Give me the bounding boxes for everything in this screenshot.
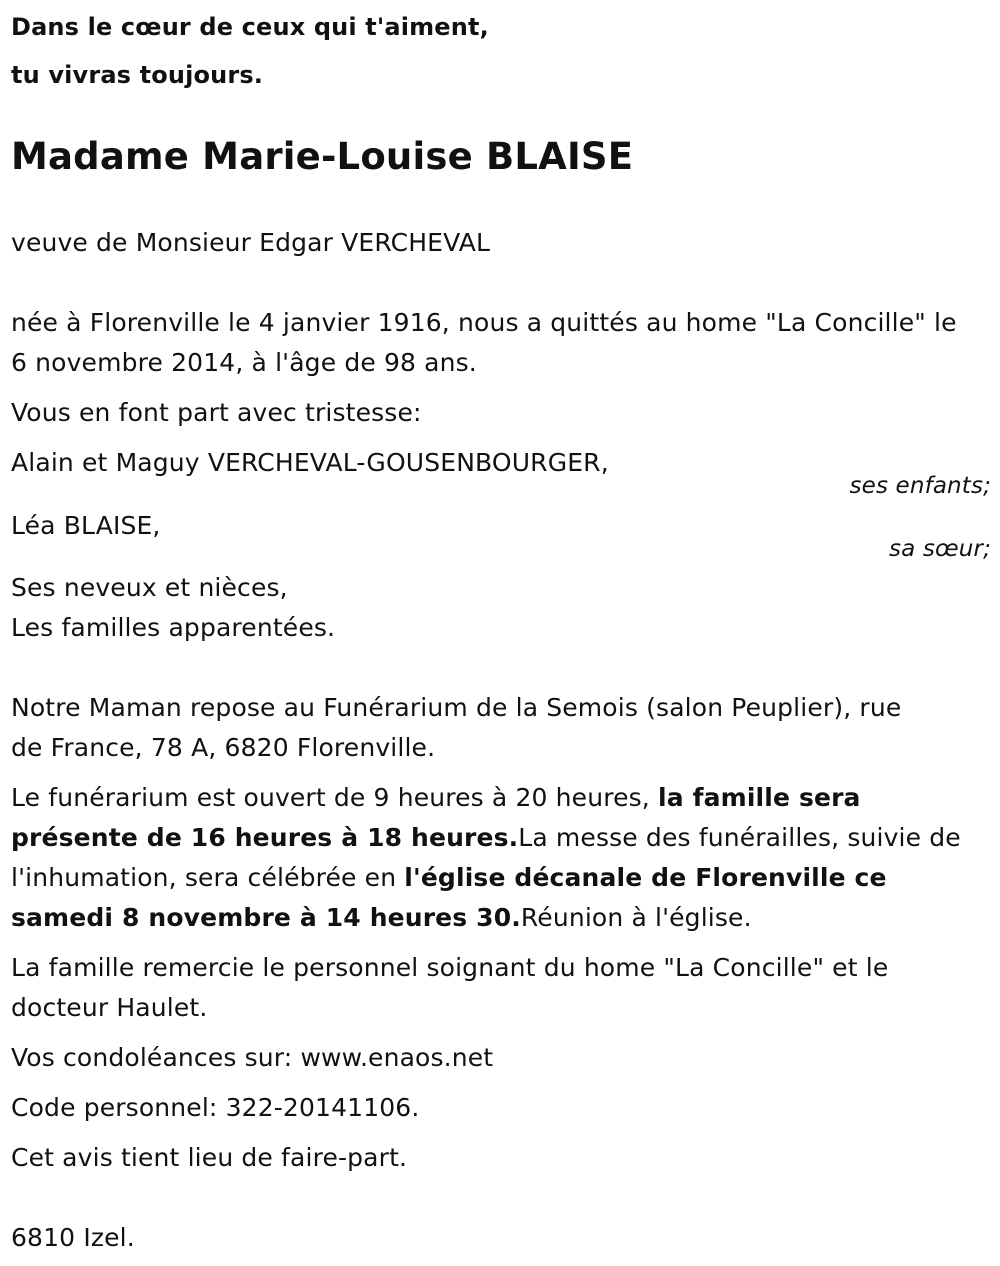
thanks-line-1: La famille remercie le personnel soignant du home "La Concille" et le: [11, 953, 889, 982]
birth-death-line-1: née à Florenville le 4 janvier 1916, nous a quittés au home "La Concille" le: [11, 308, 957, 337]
condolences-line: Vos condoléances sur: www.enaos.net: [11, 1043, 494, 1072]
address-line: 6810 Izel.: [11, 1223, 135, 1252]
epigraph-line-2: tu vivras toujours.: [11, 61, 264, 89]
sister-relation: sa sœur;: [889, 536, 991, 562]
spouse-line: veuve de Monsieur Edgar VERCHEVAL: [11, 228, 491, 257]
ceremony-line-1: [11, 783, 861, 813]
ceremony-line-4: [11, 903, 752, 933]
nephews-line: Ses neveux et nièces,: [11, 573, 288, 602]
ceremony-line-1-bold: la famille sera: [657, 783, 861, 812]
ceremony-line-4-bold: samedi 8 novembre à 14 heures 30.: [11, 903, 521, 932]
ceremony-line-2: [11, 823, 961, 853]
funeral-home-line-2: de France, 78 A, 6820 Florenville.: [11, 733, 436, 762]
birth-death-line-2: 6 novembre 2014, à l'âge de 98 ans.: [11, 348, 477, 377]
ceremony-line-2-text: La messe des funérailles, suivie de: [518, 823, 961, 852]
deceased-name: Madame Marie-Louise BLAISE: [11, 135, 634, 178]
personal-code-line: Code personnel: 322-20141106.: [11, 1093, 420, 1122]
sister-name: Léa BLAISE,: [11, 511, 161, 540]
ceremony-line-1-text: Le funérarium est ouvert de 9 heures à 20 heures,: [11, 783, 658, 812]
ceremony-line-3-text: l'inhumation, sera célébrée en: [11, 863, 405, 892]
funeral-home-line-1: Notre Maman repose au Funérarium de la Semois (salon Peuplier), rue: [11, 693, 902, 722]
thanks-line-2: docteur Haulet.: [11, 993, 208, 1022]
announcers-intro: Vous en font part avec tristesse:: [11, 398, 422, 427]
ceremony-line-3: [11, 863, 887, 893]
epigraph-line-1: Dans le cœur de ceux qui t'aiment,: [11, 13, 489, 41]
children-names: Alain et Maguy VERCHEVAL-GOUSENBOURGER,: [11, 448, 609, 477]
ceremony-line-2-bold: présente de 16 heures à 18 heures.: [11, 823, 519, 852]
notice-line: Cet avis tient lieu de faire-part.: [11, 1143, 408, 1172]
families-line: Les familles apparentées.: [11, 613, 336, 642]
ceremony-line-4-text: Réunion à l'église.: [520, 903, 752, 932]
ceremony-line-3-bold: l'église décanale de Florenville ce: [404, 863, 887, 892]
children-relation: ses enfants;: [849, 473, 991, 499]
